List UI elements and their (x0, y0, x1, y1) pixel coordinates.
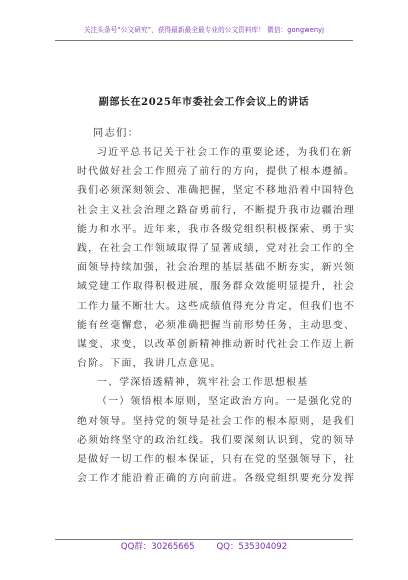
document-title: 副部长在2025年市委社会工作会议上的讲话 (98, 97, 310, 108)
body-line: 社会主义社会治理之路奋勇前行，不断提升我市边疆治理 (77, 204, 356, 216)
body-line: 能有丝毫懈怠，必须准确把握当前形势任务，主动思变、 (77, 319, 356, 331)
body-line: 时代做好社会工作照亮了前行的方向，提供了根本遵循。 (77, 166, 356, 178)
document-body (77, 143, 356, 488)
body-line: 会工作才能沿着正确的方向前进。各级党组织要充分发挥 (77, 473, 356, 485)
footer-qq-number: QQ：535304092 (216, 542, 288, 552)
body-line: 习近平总书记关于社会工作的重要论述，为我们在新 (97, 147, 353, 158)
body-line: 台阶。下面，我讲几点意见。 (77, 358, 222, 370)
body-line: 工作力量不断壮大。这些成绩值得充分肯定，但我们也不 (77, 300, 356, 312)
body-line: 我们必须深刻领会、准确把握，坚定不移地沿着中国特色 (77, 185, 356, 197)
header-divider (55, 40, 353, 41)
footer-contacts (0, 540, 408, 552)
body-line: 必须始终坚守的政治红线。我们要深刻认识到，党的领导 (77, 434, 356, 446)
body-line: 域党建工作取得积极进展，服务群众效能明显提升，社会 (77, 281, 356, 293)
header-promo-note: 关注头条号“公文研究”，获得最新最全最专业的公文资料库！ 微信：gongwenyj (83, 26, 325, 34)
body-line: 是做好一切工作的根本保证，只有在党的坚强领导下，社 (77, 454, 356, 465)
footer-qq-group: QQ群：30265665 (120, 542, 195, 552)
body-line: 能力和水平。近年来，我市各级党组织积极探索、勇于实 (77, 223, 356, 235)
body-line: 面领导持续加强，社会治理的基层基础不断夯实，新兴领 (77, 262, 356, 274)
body-line: 践，在社会工作领域取得了显著成绩，党对社会工作的全 (77, 242, 356, 254)
section-heading: 一、学深悟透精神，筑牢社会工作思想根基 (97, 377, 309, 389)
body-line: 绝对领导。坚持党的领导是社会工作的根本原则，是我们 (77, 415, 356, 427)
body-line: 谋变、求变，以改革创新精神推动新时代社会工作迈上新 (77, 338, 356, 350)
salutation: 同志们： (93, 128, 140, 139)
body-line: （一）领悟根本原则，坚定政治方向。一是强化党的 (97, 396, 353, 408)
